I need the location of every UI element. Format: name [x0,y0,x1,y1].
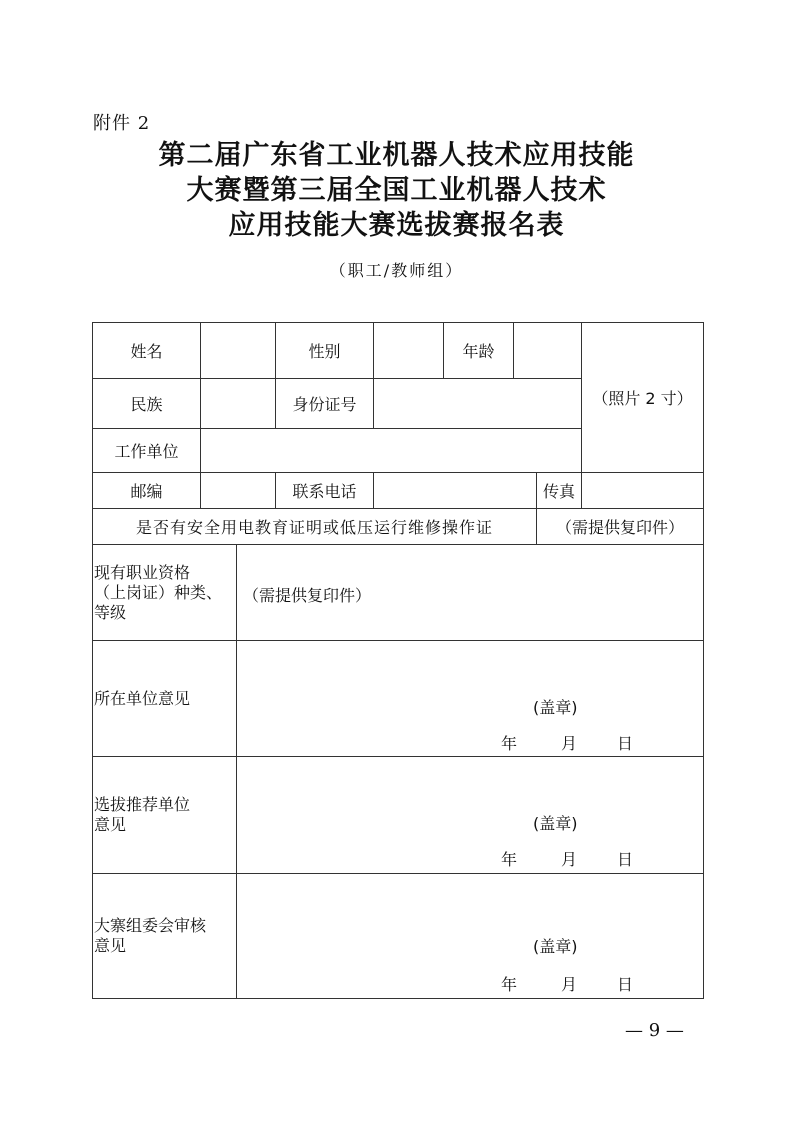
age-label: 年龄 [444,323,514,379]
date-line: 年 月 日 [501,734,634,753]
title-line-3: 应用技能大赛选拔赛报名表 [228,210,565,241]
postcode-field[interactable] [201,473,276,509]
id-number-field[interactable] [374,379,582,429]
qualification-copy-note: （需提供复印件） [243,586,372,605]
ethnicity-label: 民族 [93,379,201,429]
registration-table [92,322,704,999]
employer-opinion-field[interactable] [237,641,704,757]
form-subtitle: （职工/教师组） [329,261,464,280]
annex-label: 附件 2 [93,113,151,134]
postcode-label: 邮编 [93,473,201,509]
recommender-opinion-label: 选拔推荐单位 意见 [93,757,237,874]
committee-opinion-label: 大寨组委会审核 意见 [93,874,237,999]
photo-box: （照片 2 寸） [582,323,704,473]
qualification-field[interactable] [237,545,704,641]
qualification-label: 现有职业资格 （上岗证）种类、 等级 [93,545,237,641]
safety-cert-question: 是否有安全用电教育证明或低压运行维修操作证 [93,509,537,545]
seal-text: (盖章) [533,698,578,717]
page-number: — 9 — [625,1020,684,1041]
seal-text: (盖章) [533,814,578,833]
employer-opinion-label: 所在单位意见 [93,641,237,757]
age-field[interactable] [514,323,582,379]
id-number-label: 身份证号 [276,379,374,429]
title-line-1: 第二届广东省工业机器人技术应用技能 [158,140,635,171]
date-line: 年 月 日 [501,850,634,869]
phone-field[interactable] [374,473,537,509]
date-line: 年 月 日 [501,975,634,994]
form-title [0,138,793,243]
gender-field[interactable] [374,323,444,379]
employer-field[interactable] [201,429,582,473]
ethnicity-field[interactable] [201,379,276,429]
recommender-opinion-field[interactable] [237,757,704,874]
phone-label: 联系电话 [276,473,374,509]
committee-opinion-field[interactable] [237,874,704,999]
title-line-2: 大赛暨第三届全国工业机器人技术 [186,175,607,206]
name-label: 姓名 [93,323,201,379]
name-field[interactable] [201,323,276,379]
gender-label: 性别 [276,323,374,379]
seal-text: (盖章) [533,937,578,956]
fax-label: 传真 [537,473,582,509]
safety-cert-copy-note: （需提供复印件） [537,509,704,545]
employer-label: 工作单位 [93,429,201,473]
fax-field[interactable] [582,473,704,509]
